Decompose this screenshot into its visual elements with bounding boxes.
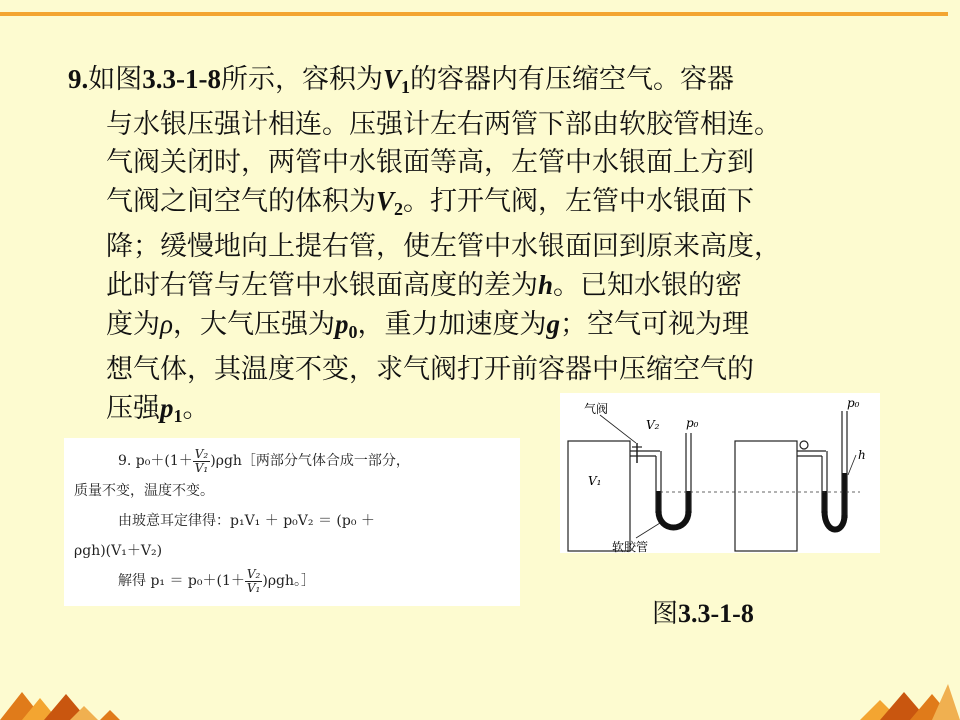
problem-line-4 <box>68 182 898 228</box>
top-accent-rule <box>0 12 948 16</box>
figure-caption <box>652 593 754 630</box>
manometer-figure <box>560 393 880 553</box>
text: 此时右管与左管中水银面高度的差为 <box>106 270 538 301</box>
answer-box <box>64 438 520 606</box>
caption-number: 3.3-1-8 <box>678 599 754 628</box>
text: 。已知水银的密 <box>553 270 743 301</box>
figure-ref: 3.3-1-8 <box>142 64 221 94</box>
label-p0-right: p₀ <box>847 396 860 410</box>
label-p0-left: p₀ <box>686 416 699 430</box>
answer-line-5: 解得 p₁ ＝ p₀＋(1＋ $\frac{\text{V₂}}{\text{V₁}}$ )ρgh。］ <box>118 566 316 595</box>
problem-line-7 <box>68 305 898 351</box>
problem-line-5: 降；缓慢地向上提右管，使左管中水银面回到原来高度， <box>106 231 781 262</box>
symbol-p1: $p_1$ <box>160 393 183 426</box>
problem-statement <box>68 60 898 435</box>
answer-line-2: 质量不变，温度不变。 <box>74 483 214 499</box>
symbol-rho: ρ <box>160 309 173 339</box>
symbol-V1: $V_1$ <box>382 64 410 97</box>
label-h: h <box>858 448 866 462</box>
text: 压强 <box>106 393 160 424</box>
text: 所示，容积为 <box>220 64 383 95</box>
symbol-h: h <box>538 270 554 300</box>
text: ，重力加速度为 <box>357 309 547 340</box>
fraction-v2-v1: $\frac{\text{V₂}}{\text{V₁}}$ <box>194 446 209 475</box>
text: 。 <box>182 393 210 424</box>
container-v1 <box>568 441 630 551</box>
text: 度为 <box>106 309 160 340</box>
rubber-hose-left <box>659 511 689 528</box>
text: 气阀之间空气的体积为 <box>106 186 376 217</box>
problem-line-8: 想气体，其温度不变，求气阀打开前容器中压缩空气的 <box>106 354 754 385</box>
decor-bottom-right <box>820 670 960 720</box>
label-v1: V₁ <box>588 474 602 488</box>
answer-line-3: 由玻意耳定律得：p₁V₁ ＋ p₀V₂ ＝ (p₀ ＋ <box>118 513 375 529</box>
problem-line-6 <box>68 266 898 305</box>
problem-line-3: 气阀关闭时，两管中水银面等高，左管中水银面上方到 <box>106 147 754 178</box>
label-v2: V₂ <box>646 418 660 432</box>
label-hose: 软胶管 <box>612 540 649 553</box>
symbol-p0: $p_0$ <box>334 309 358 342</box>
symbol-g: g <box>546 309 560 339</box>
text: 的容器内有压缩空气。容器 <box>410 64 734 95</box>
text: ，大气压强为 <box>172 309 335 340</box>
symbol-V2: $V_2$ <box>376 186 404 219</box>
problem-line-1 <box>68 60 898 106</box>
label-valve: 气阀 <box>584 402 609 416</box>
text: 如图 <box>88 64 143 95</box>
answer-line-1: 9. p₀＋(1＋ $\frac{\text{V₂}}{\text{V₁}}$ )ρgh［两部分气体合成一部分， <box>118 446 410 475</box>
problem-number: 9. <box>68 64 89 94</box>
problem-line-2: 与水银压强计相连。压强计左右两管下部由软胶管相连。 <box>106 109 781 140</box>
decor-bottom-left <box>0 680 240 720</box>
container-v1-right <box>735 441 797 551</box>
manometer-diagram <box>560 393 880 553</box>
caption-prefix: 图 <box>652 599 679 628</box>
valve-open-mark <box>800 441 808 449</box>
text: ；空气可视为理 <box>559 309 749 340</box>
answer-line-4: ρgh)(V₁＋V₂) <box>74 543 163 559</box>
fraction-v2-v1: $\frac{\text{V₂}}{\text{V₁}}$ <box>246 566 261 595</box>
text: 。打开气阀，左管中水银面下 <box>403 186 755 217</box>
